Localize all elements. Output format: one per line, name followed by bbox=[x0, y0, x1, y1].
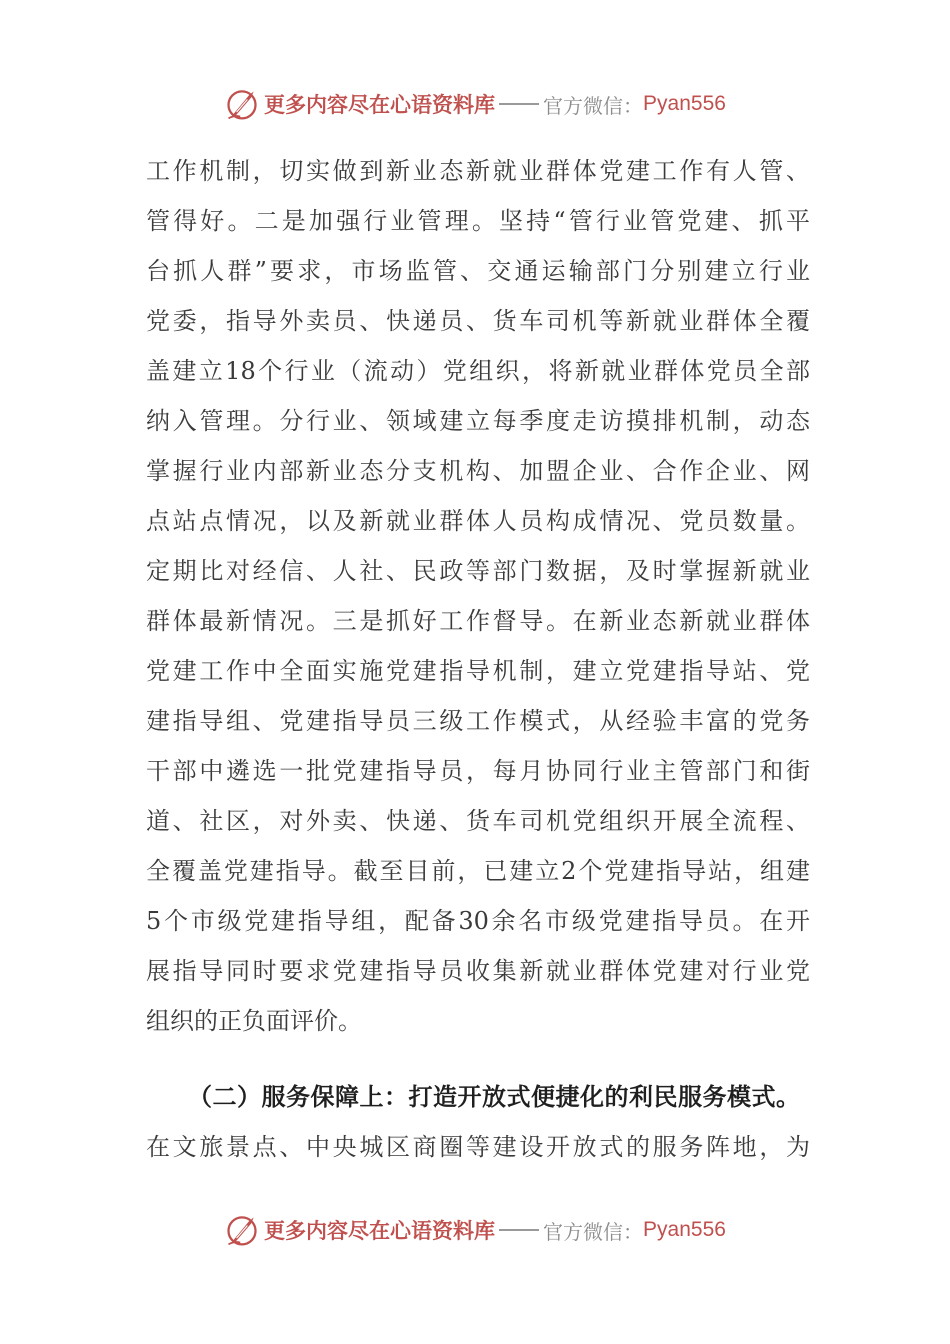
body-line: 党建工作中全面实施党建指导机制，建立党建指导站、党 bbox=[146, 657, 810, 685]
quill-pen-logo-icon bbox=[224, 1212, 260, 1248]
footer-watermark bbox=[0, 1210, 950, 1250]
document-body bbox=[146, 146, 810, 1172]
body-line: 干部中遴选一批党建指导员，每月协同行业主管部门和街 bbox=[146, 757, 810, 785]
watermark-wechat-id: Pyan556 bbox=[643, 1218, 726, 1241]
body-line: 定期比对经信、人社、民政等部门数据，及时掌握新就业 bbox=[146, 557, 810, 585]
watermark-wechat-label: 官方微信： bbox=[543, 93, 644, 118]
body-line: 党委，指导外卖员、快递员、货车司机等新就业群体全覆 bbox=[146, 307, 810, 335]
body-line: 组织的正负面评价。 bbox=[146, 1007, 362, 1035]
body-line: 道、社区，对外卖、快递、货车司机党组织开展全流程、 bbox=[146, 807, 810, 835]
body-line: 纳入管理。分行业、领域建立每季度走访摸排机制，动态 bbox=[146, 407, 810, 435]
body-line: 全覆盖党建指导。截至目前，已建立2个党建指导站，组建 bbox=[146, 857, 810, 885]
quill-pen-logo-icon bbox=[224, 86, 260, 122]
watermark-dash bbox=[499, 1229, 539, 1231]
body-line: 管得好。二是加强行业管理。坚持“管行业管党建、抓平 bbox=[146, 207, 810, 235]
body-line: 建指导组、党建指导员三级工作模式，从经验丰富的党务 bbox=[146, 707, 810, 735]
body-line: 台抓人群”要求，市场监管、交通运输部门分别建立行业 bbox=[146, 257, 810, 285]
body-line: 点站点情况，以及新就业群体人员构成情况、党员数量。 bbox=[146, 507, 810, 535]
body-line: 展指导同时要求党建指导员收集新就业群体党建对行业党 bbox=[146, 957, 810, 985]
body-line: 掌握行业内部新业态分支机构、加盟企业、合作企业、网 bbox=[146, 457, 810, 485]
body-line: 工作机制，切实做到新业态新就业群体党建工作有人管、 bbox=[146, 157, 810, 185]
body-line: 盖建立18个行业（流动）党组织，将新就业群体党员全部 bbox=[146, 357, 810, 385]
body-line: 在文旅景点、中央城区商圈等建设开放式的服务阵地，为 bbox=[146, 1133, 810, 1161]
watermark-site-name: 更多内容尽在心语资料库 bbox=[264, 92, 496, 117]
body-line: 5个市级党建指导组，配备30余名市级党建指导员。在开 bbox=[146, 907, 810, 935]
header-watermark bbox=[0, 84, 950, 124]
watermark-wechat-label: 官方微信： bbox=[543, 1219, 644, 1244]
watermark-wechat-id: Pyan556 bbox=[643, 92, 726, 115]
section-heading: （二）服务保障上：打造开放式便捷化的利民服务模式。 bbox=[188, 1082, 801, 1111]
watermark-site-name: 更多内容尽在心语资料库 bbox=[264, 1218, 496, 1243]
body-line: 群体最新情况。三是抓好工作督导。在新业态新就业群体 bbox=[146, 607, 810, 635]
watermark-dash bbox=[499, 103, 539, 105]
